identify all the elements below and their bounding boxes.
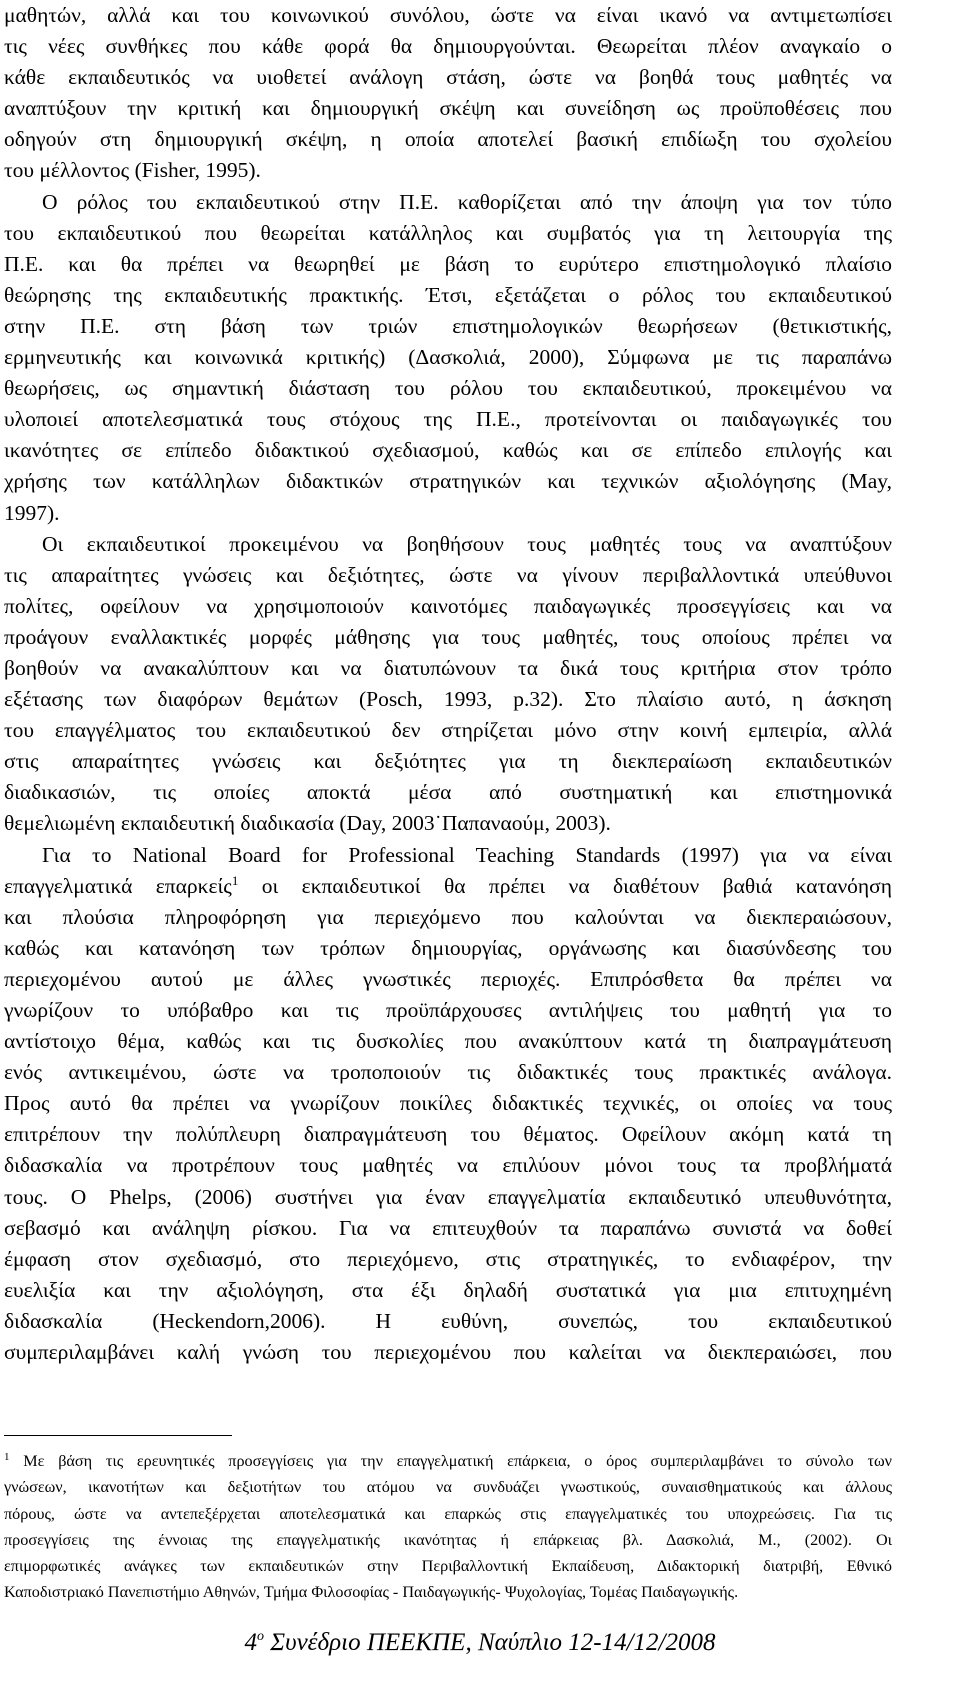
paragraph-line: τους. Ο Phelps, (2006) συστήνει για έναν επαγγελματία εκπαιδευτικό υπευθυνότητα, xyxy=(4,1184,892,1209)
paragraph-line: του μέλλοντος (Fisher, 1995). xyxy=(4,158,261,183)
footnote-line xyxy=(4,1448,892,1474)
paragraph-line: ενός αντικειμένου, ώστε να τροποποιούν τις διδακτικές τους πρακτικές ανάλογα. xyxy=(4,1060,892,1085)
body-text xyxy=(4,0,892,1368)
footnote-line: πόρους, ώστε να αντεπεξέρχεται αποτελεσματικά και επαρκώς στις επαγγελματικές του υποχρεώσεις. Για τις xyxy=(4,1504,892,1523)
paragraph-line: ερμηνευτικής και κοινωνικά κριτικής) (Δασκολιά, 2000), Σύμφωνα με τις παραπάνω xyxy=(4,345,892,370)
footer-ordinal: ο xyxy=(257,1629,264,1644)
paragraph-line: και πλούσια πληροφόρηση για περιεχόμενο που καλούνται να διεκπεραιώσουν, xyxy=(4,904,892,929)
paragraph-line: κάθε εκπαιδευτικός να υιοθετεί ανάλογη στάση, ώστε να βοηθά τους μαθητές να xyxy=(4,65,892,90)
paragraph-line: αντίστοιχο θέμα, καθώς και τις δυσκολίες που ανακύπτουν κατά τη διαπραγμάτευση xyxy=(4,1029,892,1054)
line-text: επαγγελματικά επαρκείς xyxy=(4,873,232,898)
paragraph-line: προάγουν εναλλακτικές μορφές μάθησης για τους μαθητές, τους οποίους πρέπει να xyxy=(4,624,892,649)
paragraph-line: θεμελιωμένη εκπαιδευτική διαδικασία (Day, 2003˙Παπαναούμ, 2003). xyxy=(4,811,611,836)
paragraph-line: στην Π.Ε. στη βάση των τριών επιστημολογικών θεωρήσεων (θετικιστικής, xyxy=(4,313,892,338)
paragraph-line: χρήσης των κατάλληλων διδακτικών στρατηγικών και τεχνικών αξιολόγησης (May, xyxy=(4,469,892,494)
line-text: Για το National Board for Professional Teaching Standards (1997) για να είναι xyxy=(42,842,892,867)
paragraph-line: θεώρησης της εκπαιδευτικής πρακτικής. Έτσι, εξετάζεται ο ρόλος του εκπαιδευτικού xyxy=(4,282,892,307)
paragraph-line: Οι εκπαιδευτικοί προκειμένου να βοηθήσουν τους μαθητές τους να αναπτύξουν xyxy=(42,531,892,556)
paragraph-line: θεωρήσεις, ως σημαντική διάσταση του ρόλου του εκπαιδευτικού, προκειμένου να xyxy=(4,376,892,401)
paragraph-line xyxy=(4,840,892,871)
footnote-separator xyxy=(4,1435,232,1436)
paragraph-line: τις απαραίτητες γνώσεις και δεξιότητες, ώστε να γίνουν περιβαλλοντικά υπεύθυνοι xyxy=(4,562,892,587)
paragraph-line: μαθητών, αλλά και του κοινωνικού συνόλου, ώστε να είναι ικανό να αντιμετωπίσει xyxy=(4,3,892,27)
paragraph-2 xyxy=(4,187,892,529)
paragraph-line: έμφαση στον σχεδιασμό, στο περιεχόμενο, στις στρατηγικές, το ενδιαφέρον, την xyxy=(4,1246,892,1271)
page-footer xyxy=(0,1628,960,1658)
footnote-line: Καποδιστριακό Πανεπιστήμιο Αθηνών, Τμήμα Φιλοσοφίας - Παιδαγωγικής- Ψυχολογίας, Τομέας Παιδαγωγικής. xyxy=(4,1583,739,1602)
footnote-text: Με βάση τις ερευνητικές προσεγγίσεις για την επαγγελματική επάρκεια, ο όρος συμπεριλαμβάνει το σύνολο των xyxy=(9,1452,892,1470)
footer-number: 4 xyxy=(244,1629,257,1656)
paragraph-line: βοηθούν να ανακαλύπτουν και να διατυπώνουν τα δικά τους κριτήρια στον τρόπο xyxy=(4,655,892,680)
line-text: οι εκπαιδευτικοί θα πρέπει να διαθέτουν βαθιά κατανόηση xyxy=(238,873,892,898)
paragraph-line xyxy=(4,871,892,902)
paragraph-line: καθώς και κατανόηση των τρόπων δημιουργίας, οργάνωσης και διασύνδεσης του xyxy=(4,935,892,960)
paragraph-line: εξέτασης των διαφόρων θεμάτων (Posch, 1993, p.32). Στο πλαίσιο αυτό, η άσκηση xyxy=(4,687,892,712)
paragraph-1 xyxy=(4,0,892,187)
paragraph-line: Ο ρόλος του εκπαιδευτικού στην Π.Ε. καθορίζεται από την άποψη για τον τύπο xyxy=(42,189,892,214)
paragraph-line: περιεχομένου αυτού με άλλες γνωστικές περιοχές. Επιπρόσθετα θα πρέπει να xyxy=(4,966,892,991)
paragraph-line: διδασκαλία να προτρέπουν τους μαθητές να επιλύουν μόνοι τους τα προβλήματά xyxy=(4,1153,892,1178)
paragraph-line: ικανότητες σε επίπεδο διδακτικού σχεδιασμού, καθώς και σε επίπεδο επιλογής και xyxy=(4,438,892,463)
paragraph-line: του επαγγέλματος του εκπαιδευτικού δεν στηρίζεται μόνο στην κοινή εμπειρία, αλλά xyxy=(4,718,892,743)
paragraph-line: του εκπαιδευτικού που θεωρείται κατάλληλος και συμβατός για τη λειτουργία της xyxy=(4,220,892,245)
paragraph-line: οδηγούν στη δημιουργική σκέψη, η οποία αποτελεί βασική επιδίωξη του σχολείου xyxy=(4,127,892,152)
paragraph-line: διαδικασιών, τις οποίες αποκτά μέσα από συστηματική και επιστημονικά xyxy=(4,780,892,805)
paragraph-line: 1997). xyxy=(4,500,60,525)
paragraph-line: υλοποιεί αποτελεσματικά τους στόχους της Π.Ε., προτείνονται οι παιδαγωγικές του xyxy=(4,407,892,432)
paragraph-line: στις απαραίτητες γνώσεις και δεξιότητες για τη διεκπεραίωση εκπαιδευτικών xyxy=(4,749,892,774)
footnote-lines xyxy=(4,1474,892,1605)
paragraph-3 xyxy=(4,529,892,840)
paragraph-line: αναπτύξουν την κριτική και δημιουργική σκέψη και συνείδηση ως προϋποθέσεις που xyxy=(4,96,892,121)
footnote xyxy=(4,1448,892,1606)
footnote-line: επιμορφωτικές ανάγκες των εκπαιδευτικών στην Περιβαλλοντική Εκπαίδευση, Διδακτορική διατριβή, Εθνικό xyxy=(4,1557,892,1576)
footnote-marker: 1 xyxy=(4,1451,10,1463)
paragraph-line: Π.Ε. και θα πρέπει να θεωρηθεί με βάση το ευρύτερο επιστημολογικό πλαίσιο xyxy=(4,251,892,276)
paragraph-line: διδασκαλία (Heckendorn,2006). Η ευθύνη, συνεπώς, του εκπαιδευτικού xyxy=(4,1308,892,1333)
paragraph-4 xyxy=(4,840,892,1369)
paragraph-line: γνωρίζουν το υπόβαθρο και τις προϋπάρχουσες αντιλήψεις του μαθητή για το xyxy=(4,998,892,1022)
paragraph-line: τις νέες συνθήκες που κάθε φορά θα δημιουργούνται. Θεωρείται πλέον αναγκαίο ο xyxy=(4,34,892,59)
paragraph-line: ευελιξία και την αξιολόγηση, στα έξι δηλαδή συστατικά για μια επιτυχημένη xyxy=(4,1277,892,1302)
paragraph-line: συμπεριλαμβάνει καλή γνώση του περιεχομένου που καλείται να διεκπεραιώσει, που xyxy=(4,1340,892,1365)
paragraph-line: σεβασμό και ανάληψη ρίσκου. Για να επιτευχθούν τα παραπάνω συνιστά να δοθεί xyxy=(4,1215,892,1240)
paragraph-line: πολίτες, οφείλουν να χρησιμοποιούν καινοτόμες παιδαγωγικές προσεγγίσεις και να xyxy=(4,593,892,618)
footnote-reference[interactable]: 1 xyxy=(231,872,239,888)
paragraph-line: Προς αυτό θα πρέπει να γνωρίζουν ποικίλες διδακτικές τεχνικές, οι οποίες να τους xyxy=(4,1091,892,1116)
footnote-line: προσεγγίσεις της έννοιας της επαγγελματικής ικανότητας ή επάρκειας βλ. Δασκολιά, Μ., (2002). Οι xyxy=(4,1530,892,1549)
paragraph-line: επιτρέπουν την πολύπλευρη διαπραγμάτευση του θέματος. Οφείλουν ακόμη κατά τη xyxy=(4,1122,892,1147)
paragraph-4-rest xyxy=(4,902,892,1368)
footnote-line: γνώσεων, ικανοτήτων και δεξιοτήτων του ατόμου να συνδυάζει γνωστικούς, συναισθηματικούς και άλλους xyxy=(4,1478,892,1497)
footer-text: Συνέδριο ΠΕΕΚΠΕ, Ναύπλιο 12-14/12/2008 xyxy=(264,1629,716,1656)
